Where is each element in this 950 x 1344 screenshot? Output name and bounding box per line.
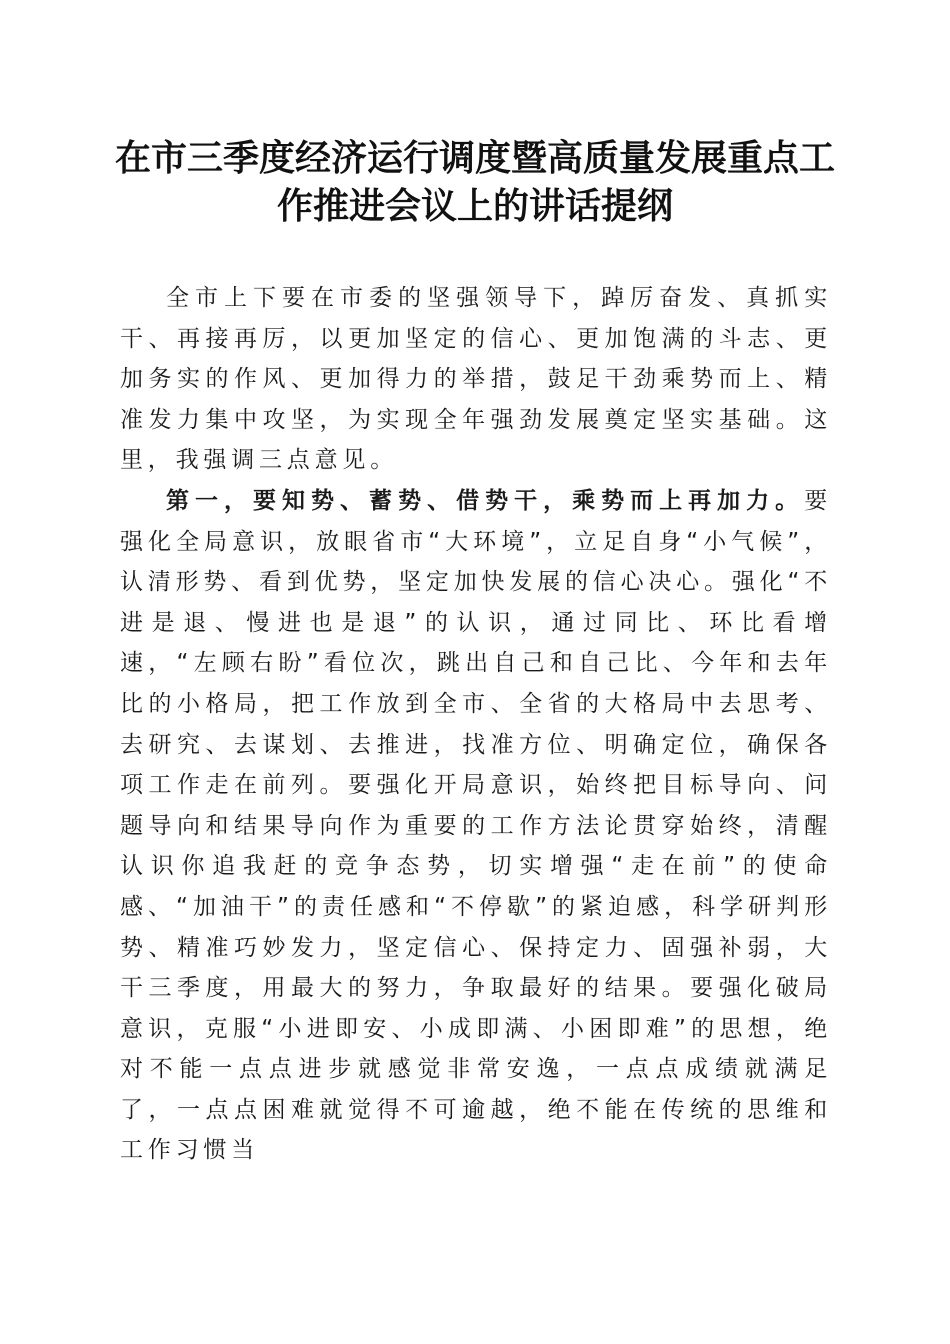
paragraph-point-one	[120, 481, 832, 1171]
document-body	[120, 278, 832, 1171]
paragraph-intro-text: 全市上下要在市委的坚强领导下，踔厉奋发、真抓实干、再接再厉，以更加坚定的信心、更加饱满的斗志、更加务实的作风、更加得力的举措，鼓足干劲乘势而上、精准发力集中攻坚，为实现全年强劲发展奠定坚实基础。这里，我强调三点意见。	[120, 285, 832, 474]
document-title: 在市三季度经济运行调度暨高质量发展重点工作推进会议上的讲话提纲	[114, 137, 835, 227]
paragraph-point-one-text: 要强化全局意识，放眼省市“大环境”，立足自身“小气候”，认清形势、看到优势，坚定加快发展的信心决心。强化“不进是退、慢进也是退”的认识，通过同比、环比看增速，“左顾右盼”看位次，跳出自己和自己比、今年和去年比的小格局，把工作放到全市、全省的大格局中去思考、去研究、去谋划、去推进，找准方位、明确定位，确保各项工作走在前列。要强化开局意识，始终把目标导向、问题导向和结果导向作为重要的工作方法论贯穿始终，清醒认识你追我赶的竞争态势，切实增强“走在前”的使命感、“加油干”的责任感和“不停歇”的紧迫感，科学研判形势、精准巧妙发力，坚定信心、保持定力、固强补弱，大干三季度，用最大的努力，争取最好的结果。要强化破局意识，克服“小进即安、小成即满、小困即难”的思想，绝对不能一点点进步就感觉非常安逸，一点点成绩就满足了，一点点困难就觉得不可逾越，绝不能在传统的思维和工作习惯当	[120, 487, 832, 1164]
paragraph-intro	[120, 278, 832, 481]
paragraph-point-one-heading: 第一，要知势、蓄势、借势干，乘势而上再加力。	[166, 487, 805, 514]
